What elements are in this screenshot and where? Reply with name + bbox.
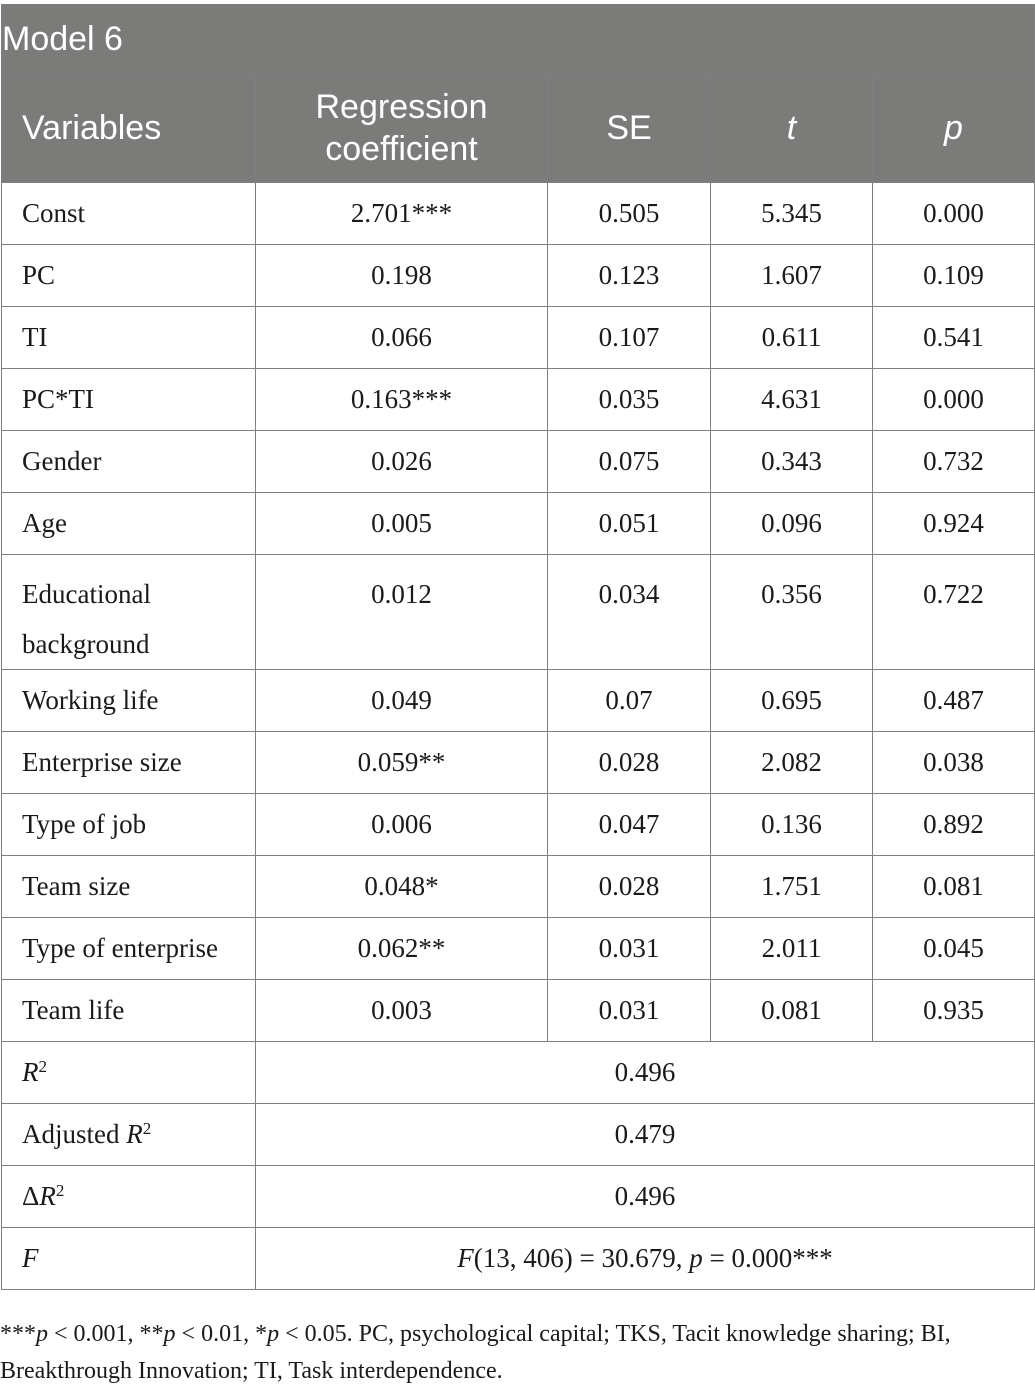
- header-regression-coefficient: Regression coefficient: [256, 74, 548, 183]
- cell-t: 0.343: [711, 431, 873, 493]
- cell-variable: Type of enterprise: [2, 918, 256, 980]
- cell-regression-coefficient: 0.049: [256, 670, 548, 732]
- summary-label: Adjusted $R^2$: [2, 1104, 256, 1166]
- summary-label: $\Delta R^2$: [2, 1166, 256, 1228]
- header-se: SE: [548, 74, 711, 183]
- table-row: [2, 369, 1035, 431]
- summary-label: $R^2$: [2, 1042, 256, 1104]
- cell-variable: Age: [2, 493, 256, 555]
- cell-se: 0.051: [548, 493, 711, 555]
- cell-p: 0.045: [873, 918, 1035, 980]
- cell-se: 0.075: [548, 431, 711, 493]
- cell-p: 0.000: [873, 183, 1035, 245]
- cell-regression-coefficient: 0.006: [256, 794, 548, 856]
- summary-row-adjusted-r2: [2, 1104, 1035, 1166]
- summary-row-f: [2, 1228, 1035, 1290]
- cell-t: 1.751: [711, 856, 873, 918]
- cell-variable: Team size: [2, 856, 256, 918]
- cell-se: 0.035: [548, 369, 711, 431]
- cell-se: 0.505: [548, 183, 711, 245]
- cell-p: 0.000: [873, 369, 1035, 431]
- header-p: p: [873, 74, 1035, 183]
- cell-regression-coefficient: 0.048*: [256, 856, 548, 918]
- cell-se: 0.107: [548, 307, 711, 369]
- cell-variable: Const: [2, 183, 256, 245]
- cell-se: 0.034: [548, 555, 711, 670]
- cell-se: 0.028: [548, 856, 711, 918]
- cell-regression-coefficient: 2.701***: [256, 183, 548, 245]
- table-row: [2, 670, 1035, 732]
- cell-t: 4.631: [711, 369, 873, 431]
- cell-regression-coefficient: 0.003: [256, 980, 548, 1042]
- cell-p: 0.487: [873, 670, 1035, 732]
- cell-p: 0.892: [873, 794, 1035, 856]
- cell-variable: Working life: [2, 670, 256, 732]
- cell-t: 0.356: [711, 555, 873, 670]
- table-row: [2, 980, 1035, 1042]
- cell-p: 0.732: [873, 431, 1035, 493]
- summary-value: 0.496: [256, 1166, 1035, 1228]
- table-row: [2, 918, 1035, 980]
- table-row: [2, 245, 1035, 307]
- cell-regression-coefficient: 0.005: [256, 493, 548, 555]
- table-row: [2, 856, 1035, 918]
- table-body: [2, 183, 1035, 1290]
- cell-variable: Educational background: [2, 555, 256, 670]
- summary-row-r2: [2, 1042, 1035, 1104]
- table-row: [2, 493, 1035, 555]
- cell-se: 0.047: [548, 794, 711, 856]
- cell-t: 0.096: [711, 493, 873, 555]
- cell-se: 0.123: [548, 245, 711, 307]
- cell-p: 0.038: [873, 732, 1035, 794]
- table-row: [2, 732, 1035, 794]
- table-row: [2, 555, 1035, 670]
- summary-value: 0.479: [256, 1104, 1035, 1166]
- cell-se: 0.028: [548, 732, 711, 794]
- table-row: [2, 307, 1035, 369]
- cell-t: 0.136: [711, 794, 873, 856]
- cell-regression-coefficient: 0.062**: [256, 918, 548, 980]
- cell-regression-coefficient: 0.059**: [256, 732, 548, 794]
- cell-t: 0.611: [711, 307, 873, 369]
- cell-p: 0.935: [873, 980, 1035, 1042]
- table-row: [2, 431, 1035, 493]
- model-title: Model 6: [2, 5, 1035, 74]
- cell-regression-coefficient: 0.012: [256, 555, 548, 670]
- cell-se: 0.07: [548, 670, 711, 732]
- table-footnote: ***p < 0.001, **p < 0.01, *p < 0.05. PC, psychological capital; TKS, Tacit knowledge sharing; BI, Breakthrough Innovation; TI, Task interdependence.: [0, 1321, 951, 1384]
- header-variables: Variables: [2, 74, 256, 183]
- cell-t: 2.011: [711, 918, 873, 980]
- cell-variable: Type of job: [2, 794, 256, 856]
- cell-variable: TI: [2, 307, 256, 369]
- summary-row-delta-r2: [2, 1166, 1035, 1228]
- cell-t: 0.081: [711, 980, 873, 1042]
- cell-p: 0.541: [873, 307, 1035, 369]
- cell-variable: PC*TI: [2, 369, 256, 431]
- regression-table: [1, 4, 1035, 1290]
- cell-t: 2.082: [711, 732, 873, 794]
- cell-se: 0.031: [548, 918, 711, 980]
- cell-variable: PC: [2, 245, 256, 307]
- cell-variable: Enterprise size: [2, 732, 256, 794]
- summary-label: F: [2, 1228, 256, 1290]
- summary-value: 0.496: [256, 1042, 1035, 1104]
- cell-p: 0.924: [873, 493, 1035, 555]
- cell-t: 0.695: [711, 670, 873, 732]
- cell-regression-coefficient: 0.026: [256, 431, 548, 493]
- cell-regression-coefficient: 0.066: [256, 307, 548, 369]
- table-row: [2, 183, 1035, 245]
- cell-regression-coefficient: 0.198: [256, 245, 548, 307]
- cell-p: 0.081: [873, 856, 1035, 918]
- table-row: [2, 794, 1035, 856]
- cell-se: 0.031: [548, 980, 711, 1042]
- cell-t: 1.607: [711, 245, 873, 307]
- cell-t: 5.345: [711, 183, 873, 245]
- header-t: t: [711, 74, 873, 183]
- cell-regression-coefficient: 0.163***: [256, 369, 548, 431]
- cell-variable: Team life: [2, 980, 256, 1042]
- cell-p: 0.722: [873, 555, 1035, 670]
- cell-p: 0.109: [873, 245, 1035, 307]
- summary-value: F(13, 406) = 30.679, p = 0.000***: [256, 1228, 1035, 1290]
- cell-variable: Gender: [2, 431, 256, 493]
